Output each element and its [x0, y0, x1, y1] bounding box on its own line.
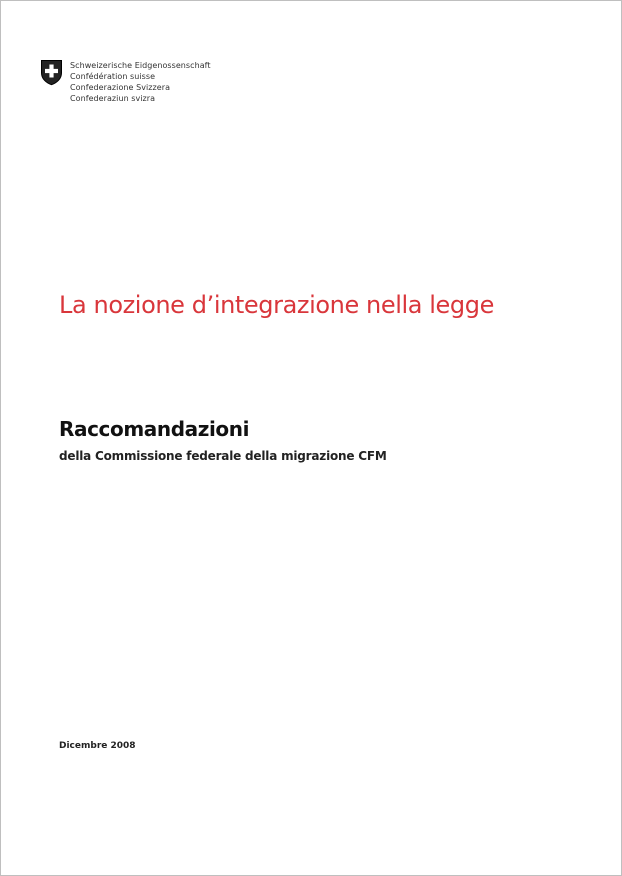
confederation-name-block	[70, 60, 211, 104]
confederation-name-de: Schweizerische Eidgenossenschaft	[70, 61, 211, 70]
document-date: Dicembre 2008	[59, 741, 136, 751]
confederation-name-rm: Confederaziun svizra	[70, 94, 156, 103]
swiss-coat-of-arms-icon	[40, 59, 63, 86]
document-byline: della Commissione federale della migrazione CFM	[59, 449, 387, 463]
document-subtitle: Raccomandazioni	[59, 417, 250, 441]
confederation-name-it: Confederazione Svizzera	[70, 83, 171, 92]
confederation-name-fr: Confédération suisse	[70, 72, 156, 81]
document-title: La nozione d’integrazione nella legge	[59, 291, 494, 319]
federal-header	[40, 59, 211, 104]
